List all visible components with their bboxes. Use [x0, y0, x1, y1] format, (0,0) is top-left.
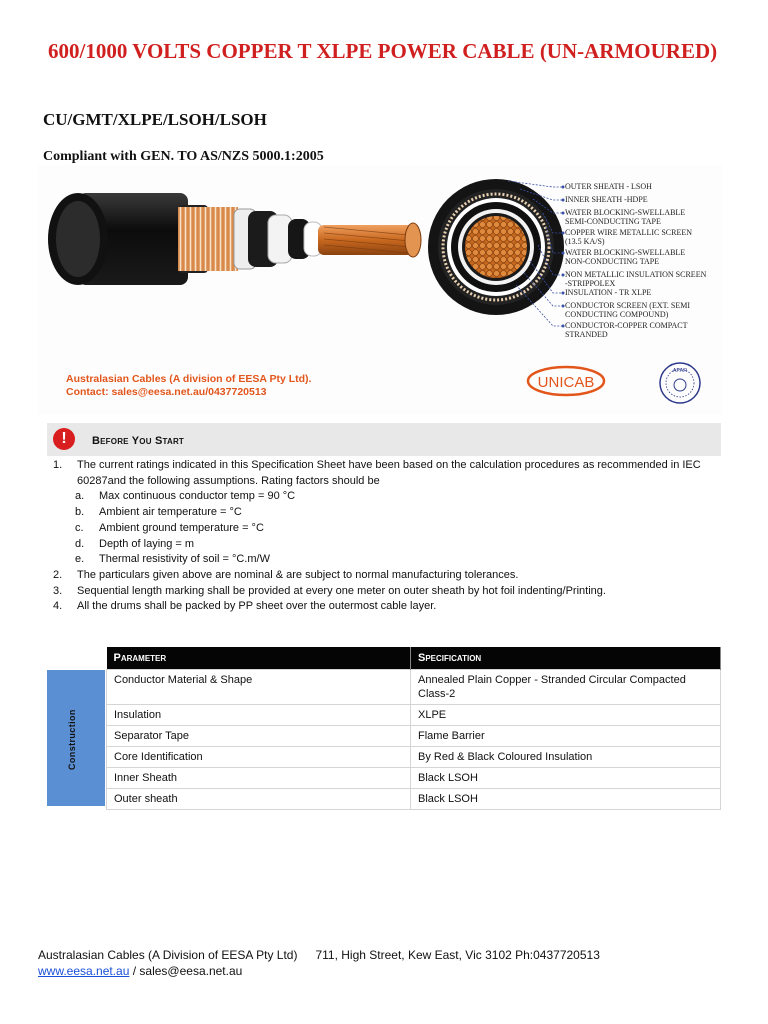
list-item [53, 458, 723, 489]
sub-list-letter: e. [75, 553, 85, 566]
layer-label: CONDUCTING COMPOUND) [565, 310, 669, 319]
layer-labels [565, 182, 707, 339]
cable-code: CU/GMT/XLPE/LSOH/LSOH [43, 110, 267, 129]
layer-label: CONDUCTOR SCREEN (EXT. SEMI [565, 301, 691, 310]
table-header-row [107, 647, 721, 670]
sub-list-item [53, 552, 723, 568]
list-text: All the drums shall be packed by PP sheet over the outermost cable layer. [77, 600, 437, 613]
table-cell-parameter: Conductor Material & Shape [107, 670, 411, 705]
table-cell-specification: XLPE [411, 705, 721, 726]
table-cell-specification: Flame Barrier [411, 726, 721, 747]
table-cell-parameter: Insulation [107, 705, 411, 726]
footer-line-2 [38, 963, 600, 979]
before-you-start-banner [47, 423, 721, 456]
footer-address: 711, High Street, Kew East, Vic 3102 Ph:0437720513 [315, 948, 600, 962]
sub-list-item [53, 505, 723, 521]
banner-title: Before You Start [92, 435, 185, 447]
table-row [107, 726, 721, 747]
cable-diagram [38, 165, 722, 415]
layer-label: WATER BLOCKING-SWELLABLE [565, 248, 686, 257]
layer-label: STRANDED [565, 330, 608, 339]
list-item [53, 599, 723, 615]
table-row [107, 747, 721, 768]
section-label-text: Construction [67, 709, 77, 770]
exclamation-icon: ! [53, 428, 75, 450]
sub-list-item [53, 537, 723, 553]
apar-seal-text: APAR [672, 368, 688, 374]
table-cell-parameter: Inner Sheath [107, 768, 411, 789]
table-row [107, 768, 721, 789]
page-footer [38, 947, 600, 979]
layer-label: NON METALLIC INSULATION SCREEN [565, 270, 707, 279]
table-row [107, 789, 721, 810]
specification-table [106, 647, 721, 810]
construction-section-label [47, 670, 105, 806]
website-link[interactable]: www.eesa.net.au [38, 964, 130, 978]
sub-list-text: Ambient air temperature = °C [99, 506, 242, 519]
table-cell-parameter: Core Identification [107, 747, 411, 768]
sub-list-letter: a. [75, 490, 85, 503]
sub-list-letter: c. [75, 521, 84, 534]
sub-list-text: Max continuous conductor temp = 90 °C [99, 490, 296, 503]
footer-company: Australasian Cables (A Division of EESA Pty Ltd) [38, 948, 298, 962]
cable-side-view [48, 193, 421, 285]
table-cell-parameter: Outer sheath [107, 789, 411, 810]
sub-list-text: Depth of laying = m [99, 537, 195, 550]
footer-line-1 [38, 947, 600, 963]
layer-label: COPPER WIRE METALLIC SCREEN [565, 228, 692, 237]
cable-illustration [38, 165, 722, 415]
column-header-specification: Specification [411, 647, 721, 670]
list-number: 2. [53, 568, 63, 581]
table-row [107, 670, 721, 705]
table-cell-specification: Black LSOH [411, 789, 721, 810]
table-row [107, 705, 721, 726]
sub-list-text: Ambient ground temperature = °C [99, 521, 264, 534]
sub-list-letter: d. [75, 537, 85, 550]
footer-separator: / [129, 964, 140, 978]
cable-cross-section [428, 179, 564, 315]
sub-list-text: Thermal resistivity of soil = °C.m/W [99, 553, 270, 566]
compliance-statement: Compliant with GEN. TO AS/NZS 5000.1:2005 [43, 149, 324, 164]
list-item [53, 584, 723, 600]
notes-list [53, 458, 723, 615]
sub-list-item [53, 489, 723, 505]
layer-label: OUTER SHEATH - LSOH [565, 182, 652, 191]
table-cell-specification: By Red & Black Coloured Insulation [411, 747, 721, 768]
company-contact: Contact: sales@eesa.net.au/0437720513 [66, 386, 267, 398]
list-number: 3. [53, 584, 63, 597]
table-cell-parameter: Separator Tape [107, 726, 411, 747]
list-number: 1. [53, 459, 63, 471]
table-cell-specification: Annealed Plain Copper - Stranded Circular Compacted Class-2 [411, 670, 721, 705]
layer-label: NON-CONDUCTING TAPE [565, 257, 660, 266]
layer-label: INSULATION - TR XLPE [565, 288, 652, 297]
table-cell-specification: Black LSOH [411, 768, 721, 789]
layer-label: (13.5 KA/S) [565, 237, 605, 246]
layer-label: WATER BLOCKING-SWELLABLE [565, 208, 686, 217]
list-item [53, 568, 723, 584]
layer-label: CONDUCTOR-COPPER COMPACT [565, 321, 688, 330]
page-title: 600/1000 VOLTS COPPER T XLPE POWER CABLE (UN-ARMOURED) [48, 39, 718, 63]
list-text: The current ratings indicated in this Specification Sheet have been based on the calculation procedures as recommended in IEC 60287and the following assumptions. Rating factors should be [77, 459, 701, 487]
footer-email: sales@eesa.net.au [139, 964, 243, 978]
apar-seal [660, 363, 700, 403]
list-text: Sequential length marking shall be provided at every one meter on outer sheath by hot foil indenting/Printing. [77, 584, 606, 597]
layer-label: SEMI-CONDUCTING TAPE [565, 217, 661, 226]
sub-list-item [53, 521, 723, 537]
sub-list-letter: b. [75, 506, 85, 519]
list-text: The particulars given above are nominal & are subject to normal manufacturing tolerances. [77, 568, 519, 581]
layer-label: -STRIPPOLEX [565, 279, 616, 288]
layer-label: INNER SHEATH -HDPE [565, 195, 648, 204]
company-name: Australasian Cables (A division of EESA Pty Ltd). [66, 373, 312, 385]
list-number: 4. [53, 600, 63, 613]
uncab-logo [528, 367, 604, 395]
uncab-logo-text: UNICAB [537, 374, 595, 391]
column-header-parameter: Parameter [107, 647, 411, 670]
